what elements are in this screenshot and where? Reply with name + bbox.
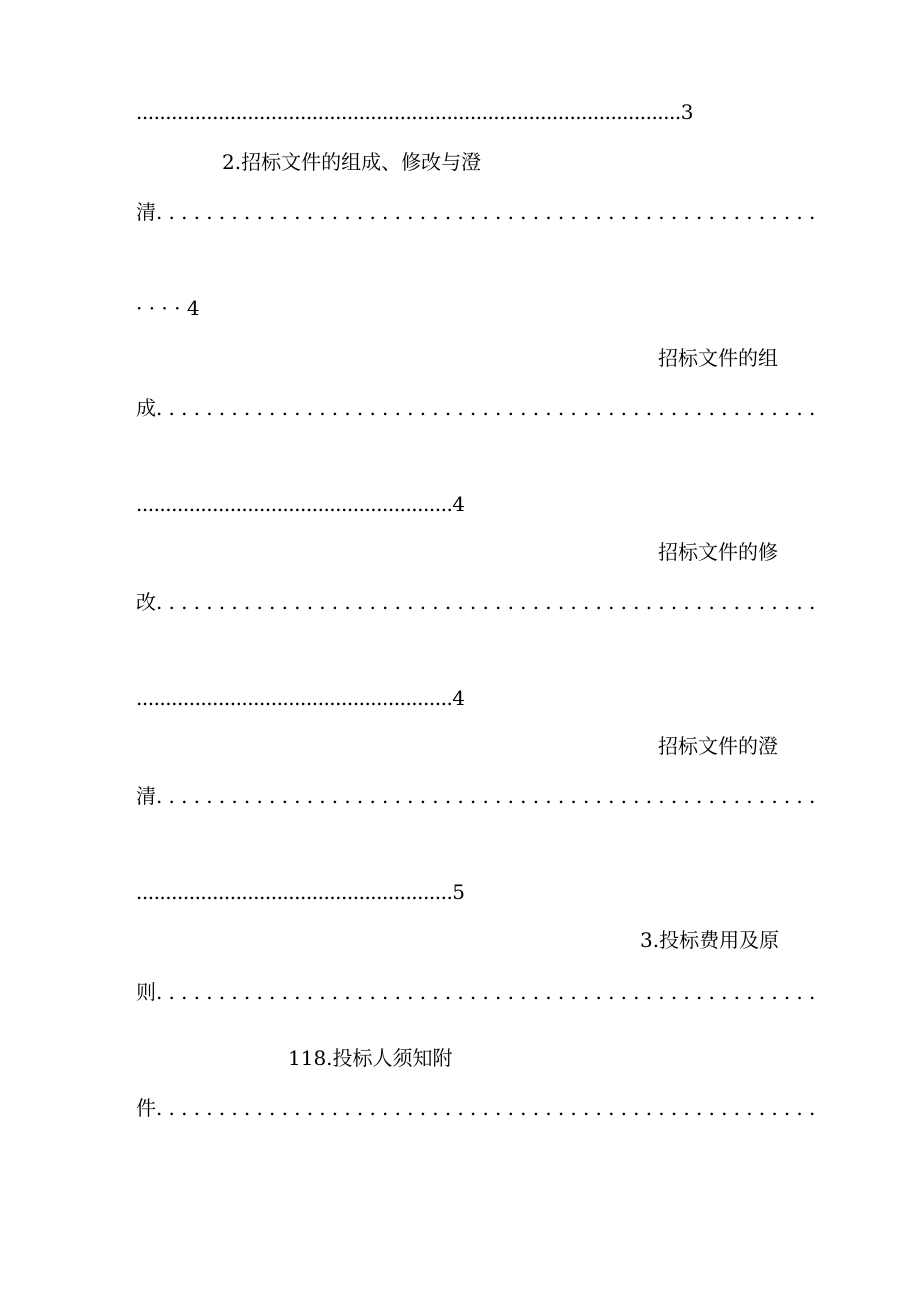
toc-line-12-dots: ..................................................... xyxy=(156,784,822,808)
toc-line-15-dots: ..................................................... xyxy=(156,980,822,1004)
toc-line-15-char: 则 xyxy=(136,980,156,1004)
toc-line-3-char: 清 xyxy=(136,200,156,224)
toc-heading-clarification: 招标文件的澄 xyxy=(658,734,778,758)
toc-line-15 xyxy=(136,980,822,1004)
toc-heading-composition: 招标文件的组 xyxy=(658,346,778,370)
toc-page-number-line-13: ......................................................5 xyxy=(136,880,465,904)
toc-heading-modification: 招标文件的修 xyxy=(658,540,778,564)
toc-line-17 xyxy=(136,1096,822,1120)
toc-line-6-dots: ..................................................... xyxy=(156,396,822,420)
toc-line-9-char: 改 xyxy=(136,590,156,614)
toc-heading-section-118: 118.投标人须知附 xyxy=(288,1046,453,1070)
toc-heading-section-2: 2.招标文件的组成、修改与澄 xyxy=(222,150,482,174)
toc-line-3-dots: ..................................................... xyxy=(156,200,822,224)
toc-line-3 xyxy=(136,200,822,224)
toc-line-6-char: 成 xyxy=(136,396,156,420)
toc-line-12-char: 清 xyxy=(136,784,156,808)
toc-page-number-line-10: ......................................................4 xyxy=(136,686,465,710)
toc-line-9 xyxy=(136,590,822,614)
toc-line-12 xyxy=(136,784,822,808)
toc-line-9-dots: ..................................................... xyxy=(156,590,822,614)
toc-page-number-line-7: ......................................................4 xyxy=(136,492,465,516)
toc-line-1: .............................................................................................3 xyxy=(136,100,693,124)
toc-page-number-line-4: · · · · 4 xyxy=(136,296,200,320)
toc-line-17-char: 件 xyxy=(136,1096,156,1120)
toc-line-6 xyxy=(136,396,822,420)
toc-line-17-dots: ..................................................... xyxy=(156,1096,822,1120)
toc-heading-section-3: 3.投标费用及原 xyxy=(640,928,780,952)
